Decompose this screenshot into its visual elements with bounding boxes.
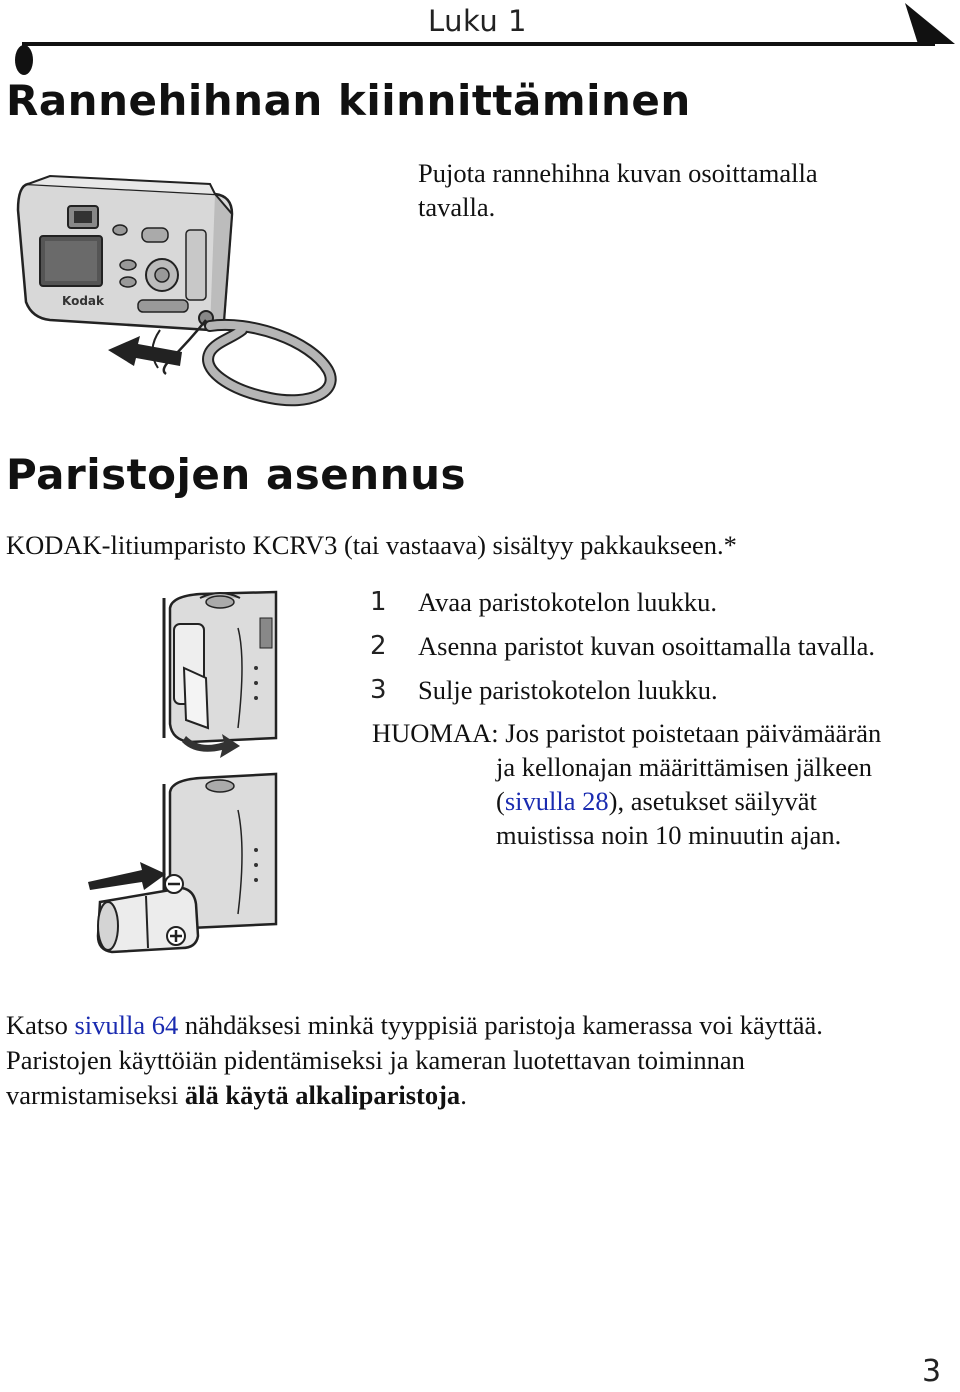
list-item bbox=[370, 668, 950, 712]
list-item bbox=[370, 624, 950, 668]
camera-brand: Kodak bbox=[62, 294, 104, 308]
page-number: 3 bbox=[922, 1354, 942, 1389]
strap-heading: Rannehihnan kiinnittäminen bbox=[6, 76, 691, 125]
note-block bbox=[372, 716, 942, 852]
step-text: Avaa paristokotelon luukku. bbox=[418, 587, 718, 617]
strap-instructions-line2: tavalla. bbox=[418, 192, 496, 222]
battery-intro: KODAK-litiumparisto KCRV3 (tai vastaava) sisältyy pakkaukseen.* bbox=[6, 530, 737, 560]
note-label: HUOMAA: bbox=[372, 718, 499, 748]
alkaline-warning bbox=[6, 1008, 946, 1113]
chapter-label: Luku 1 bbox=[428, 4, 527, 38]
page-link-28[interactable]: sivulla 28 bbox=[504, 786, 609, 816]
note-line2: ja kellonajan määrittämisen jälkeen bbox=[496, 752, 872, 782]
step-text: Asenna paristot kuvan osoittamalla tavalla. bbox=[418, 631, 875, 661]
warning-suffix: . bbox=[460, 1080, 467, 1110]
see-rest: nähdäksesi minkä tyyppisiä paristoja kamerassa voi käyttää. bbox=[178, 1010, 823, 1040]
warning-line2: Paristojen käyttöiän pidentämiseksi ja kameran luotettavan toiminnan bbox=[6, 1045, 745, 1075]
strap-instructions bbox=[418, 156, 918, 224]
step-number: 1 bbox=[370, 587, 387, 617]
battery-illustration bbox=[86, 858, 206, 958]
note-line1: Jos paristot poistetaan päivämäärän bbox=[505, 718, 882, 748]
page-link-64[interactable]: sivulla 64 bbox=[74, 1010, 179, 1040]
warning-prefix: varmistamiseksi bbox=[6, 1080, 185, 1110]
warning-bold: älä käytä alkaliparistoja bbox=[184, 1080, 461, 1110]
step-number: 3 bbox=[370, 675, 387, 705]
note-paren: ( bbox=[496, 786, 505, 816]
step-number: 2 bbox=[370, 631, 387, 661]
note-line4: muistissa noin 10 minuutin ajan. bbox=[496, 820, 842, 850]
note-line3-rest: ), asetukset säilyvät bbox=[608, 786, 817, 816]
see-prefix: Katso bbox=[6, 1010, 75, 1040]
step-text: Sulje paristokotelon luukku. bbox=[418, 675, 718, 705]
battery-heading: Paristojen asennus bbox=[6, 450, 466, 499]
battery-steps bbox=[370, 580, 950, 712]
camera-strap-illustration bbox=[10, 170, 350, 420]
list-item bbox=[370, 580, 950, 624]
strap-instructions-line1: Pujota rannehihna kuvan osoittamalla bbox=[418, 158, 818, 188]
